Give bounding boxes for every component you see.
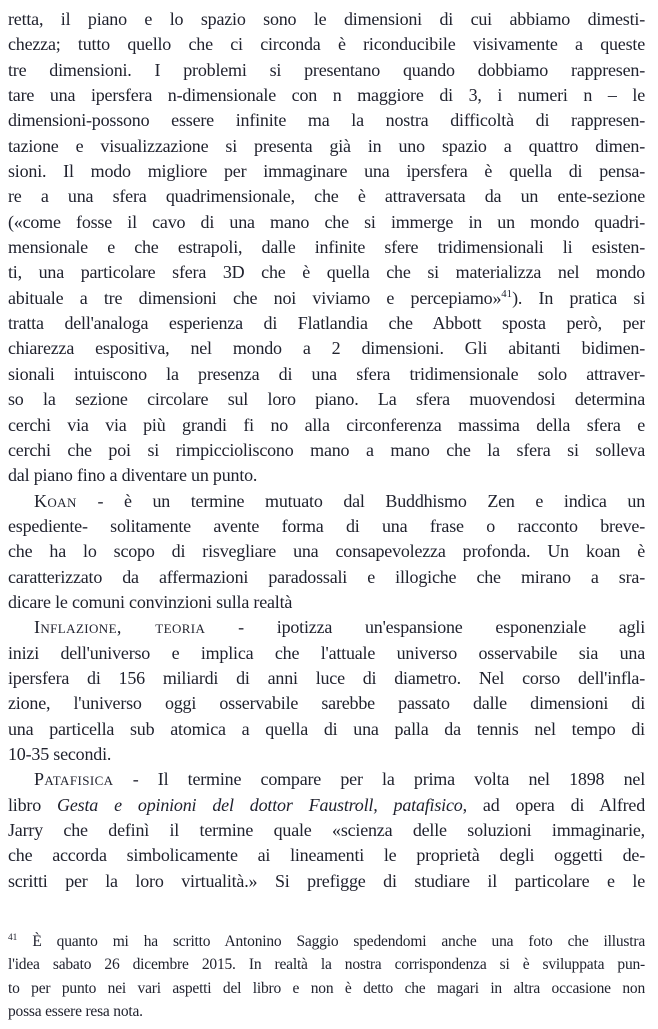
text-segment: tazione e visualizzazione si presenta già in uno spazio a quattro dimen- (8, 135, 645, 156)
footnote-ref: 41 (8, 932, 18, 943)
text-segment: - Il termine compare per la prima volta nel 1898 nel (113, 769, 645, 790)
text-segment: l'idea sabato 26 dicembre 2015. In realtà la nostra corrispondenza si è sviluppata pun- (8, 956, 645, 974)
text-segment: dal piano fino a diventare un punto. (8, 465, 258, 486)
text-segment: to per punto nei vari aspetti del libro e non è detto che magari in altra occasione non (8, 979, 645, 997)
paragraph (8, 489, 645, 616)
text-segment: tre dimensioni. I problemi si presentano quando dobbiamo rappresen- (8, 59, 645, 80)
smallcaps-term: Inflazione, teoria (34, 617, 206, 638)
text-segment: caratterizzato da affermazioni paradossali e illogiche che mirano a sra- (8, 566, 645, 587)
text-segment: ). In pratica si (512, 287, 645, 308)
text-segment: so la sezione circolare sul loro piano. La sfera muovendosi determina (8, 389, 645, 410)
text-line (8, 286, 645, 311)
text-segment: tratta dell'analoga esperienza di Flatlandia che Abbott sposta però, per (8, 313, 645, 334)
text-line (8, 159, 645, 184)
text-segment: dimensioni-possono essere infinite ma la nostra difficoltà di rappresen- (8, 110, 645, 131)
text-segment: che ha lo scopo di risvegliare una consapevolezza profonda. Un koan è (8, 541, 645, 562)
text-line (8, 210, 645, 235)
text-segment: ti, una particolare sfera 3D che è quella che si materializza nel mondo (8, 262, 645, 283)
text-segment: È quanto mi ha scritto Antonino Saggio spedendomi anche una foto che illustra (17, 933, 645, 951)
text-line (8, 134, 645, 159)
book-title-italic: Gesta e opinioni del dottor Faustroll, patafisico (57, 794, 463, 815)
text-segment: possa essere resa nota. (8, 1003, 143, 1021)
text-line (8, 184, 645, 209)
text-line (8, 58, 645, 83)
text-line (8, 514, 645, 539)
text-line (8, 818, 645, 843)
text-segment: Jarry che definì il termine quale «scienza delle soluzioni immaginarie, (8, 820, 645, 840)
text-line (8, 311, 645, 336)
footnote-ref: 41 (501, 287, 513, 300)
smallcaps-term: Patafisica (34, 769, 114, 790)
text-line (8, 767, 645, 792)
text-segment: sioni. Il modo migliore per immaginare una ipersfera è quella di pensa- (8, 161, 645, 182)
text-segment: («come fosse il cavo di una mano che si immerge in un mondo quadri- (8, 211, 645, 232)
text-segment: cerchi che poi si rimpiccioliscono mano a mano che la sfera si solleva (8, 439, 645, 460)
text-segment: una particella sub atomica a quella di una palla da tennis nel tempo di (8, 718, 645, 739)
main-text (8, 7, 645, 894)
text-segment: , ad opera di Alfred (462, 794, 645, 815)
text-line (8, 590, 645, 615)
text-line (8, 83, 645, 108)
text-line (8, 489, 645, 514)
text-segment: sionali intuiscono la presenza di una sfera tridimensionale solo attraver- (8, 363, 645, 384)
text-segment: cerchi via via più grandi fi no alla circonferenza massima della sfera e (8, 414, 645, 435)
text-line (8, 615, 645, 640)
text-line (8, 108, 645, 133)
paragraph (8, 7, 645, 489)
text-line (8, 930, 645, 953)
smallcaps-term: Koan (34, 490, 77, 511)
text-line (8, 362, 645, 387)
text-segment: espediente- solitamente avente forma di una frase o racconto breve- (8, 515, 645, 536)
text-line (8, 691, 645, 716)
text-line (8, 793, 645, 818)
text-segment: - ipotizza un'espansione esponenziale agli (205, 617, 645, 638)
text-line (8, 539, 645, 564)
text-line (8, 7, 645, 32)
text-segment: tare una ipersfera n-dimensionale con n maggiore di 3, i numeri n – le (8, 85, 645, 106)
text-segment: - è un termine mutuato dal Buddhismo Zen e indica un (76, 490, 645, 511)
text-segment: mensionale e che estrapoli, dalle infinite sfere tridimensionali li esisten- (8, 237, 645, 258)
text-line (8, 32, 645, 57)
text-line (8, 260, 645, 285)
text-line (8, 1000, 645, 1023)
text-line (8, 666, 645, 691)
text-segment: chiarezza espositiva, nel mondo a 2 dimensioni. Gli abitanti bidimen- (8, 338, 645, 359)
text-segment: che accorda simbolicamente ai lineamenti le proprietà degli oggetti de- (8, 845, 645, 866)
text-line (8, 565, 645, 590)
text-segment: chezza; tutto quello che ci circonda è riconducibile visivamente a queste (8, 34, 645, 55)
text-segment: libro (8, 794, 58, 815)
text-segment: ipersfera di 156 miliardi di anni luce di diametro. Nel corso dell'infla- (8, 667, 645, 688)
text-line (8, 235, 645, 260)
text-segment: retta, il piano e lo spazio sono le dimensioni di cui abbiamo dimesti- (8, 9, 645, 29)
text-line (8, 413, 645, 438)
text-line (8, 336, 645, 361)
text-line (8, 641, 645, 666)
text-line (8, 843, 645, 868)
text-segment: dicare le comuni convinzioni sulla realtà (8, 591, 293, 612)
text-line (8, 438, 645, 463)
text-segment: inizi dell'universo e implica che l'attuale universo osservabile sia una (8, 642, 645, 663)
text-segment: abituale a tre dimensioni che noi viviamo e percepiamo» (8, 287, 502, 308)
text-line (8, 977, 645, 1000)
text-segment: zione, l'universo oggi osservabile sarebbe passato dalle dimensioni di (8, 693, 645, 714)
text-line (8, 387, 645, 412)
text-segment: re a una sfera quadrimensionale, che è attraversata da un ente-sezione (8, 186, 645, 207)
paragraph (8, 615, 645, 767)
text-line (8, 953, 645, 976)
text-line (8, 717, 645, 742)
text-line (8, 742, 645, 767)
text-segment: scritti per la loro virtualità.» Si prefigge di studiare il particolare e le (8, 870, 645, 891)
text-segment: 10-35 secondi. (8, 743, 112, 764)
text-line (8, 869, 645, 894)
footnote (8, 930, 645, 1024)
text-line (8, 463, 645, 488)
paragraph (8, 767, 645, 894)
